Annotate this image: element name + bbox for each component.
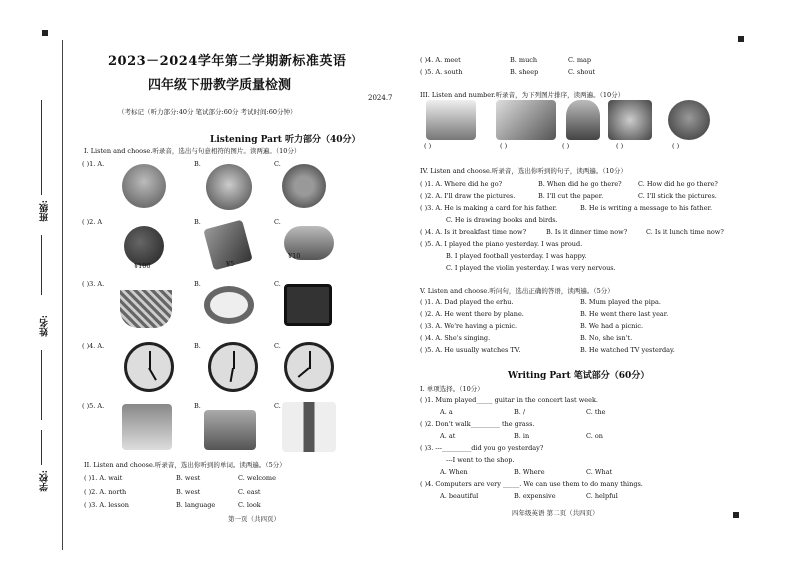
listening-sec2-header: II. Listen and choose.听录音，选出你听到的单词。读两遍。（5分） [84,461,286,469]
sec4-q5-c: C. I played the violin yesterday. I was very nervous. [446,264,616,272]
q3-b-picture [204,286,254,324]
q5-c-picture [282,402,336,452]
q5-b-picture [204,410,256,450]
q3-b: B. [194,280,201,288]
right-page [416,0,736,561]
l2-q2-c: C. east [238,488,261,496]
l2-q1-b: B. west [176,474,201,482]
sec5-q3-b: B. We had a picnic. [580,322,644,330]
l2-q5-a: ( )5. A. south [420,68,463,76]
sec4-q2-c: C. I'll stick the pictures. [638,192,717,200]
q4-b: B. [194,342,201,350]
w-q2: ( )2. Don't walk_________ the grass. [420,420,535,428]
w-q2-b: B. in [514,432,530,440]
w-q1-b: B. / [514,408,526,416]
q4-number: ( )4. A. [82,342,105,350]
sec4-q1-a: ( )1. A. Where did he go? [420,180,503,188]
q1-a-picture [122,164,166,208]
l2-q2-b: B. west [176,488,201,496]
l2-q3-b: B. language [176,501,216,509]
name-label: 姓名: [40,315,50,337]
sec5-q3-a: ( )3. A. We're having a picnic. [420,322,518,330]
w-q2-a: A. at [440,432,456,440]
sec4-q1-c: C. How did he go there? [638,180,718,188]
binding-line [62,40,63,550]
w-q1-a: A. a [440,408,453,416]
q2-number: ( )2. A [82,218,103,226]
exam-title-line2: 四年级下册教学质量检测 [148,78,292,93]
right-page-footer: 四年级英语 第二页（共四页） [512,509,599,517]
sec4-q5-b: B. I played football yesterday. I was happy. [446,252,587,260]
q5-number: ( )5. A. [82,402,105,410]
sec5-q4-a: ( )4. A. She's singing. [420,334,491,342]
q3-c-picture [284,284,332,326]
w-q3-a: A. When [440,468,468,476]
sec3-picture-2 [496,100,556,140]
class-line [41,100,42,195]
sec5-q1-b: B. Mum played the pipa. [580,298,661,306]
sec4-q4-b: B. Is it dinner time now? [546,228,628,236]
exam-title-line1: 2023－2024学年第二学期新标准英语 [108,54,347,69]
sec3-bracket-2: ( ) [500,142,508,150]
corner-mark-top-left [42,30,48,36]
school-label: 学校: [40,470,50,492]
q2-b-price: ¥5 [226,260,235,268]
sec3-picture-1 [426,100,476,140]
q4-a-clock [124,342,174,392]
w-q3-b: B. Where [514,468,545,476]
sec4-q3-a: ( )3. A. He is making a card for his father. [420,204,558,212]
l2-q3-c: C. look [238,501,261,509]
q3-c: C. [274,280,281,288]
q4-c-clock [284,342,334,392]
sec3-header: III. Listen and number.听录音，为下列图片排序，读两遍。（10分） [420,91,625,99]
q1-c-picture [282,164,326,208]
q3-number: ( )3. A. [82,280,105,288]
l2-q5-c: C. shout [568,68,596,76]
w-q2-c: C. on [586,432,603,440]
q1-c: C. [274,160,281,168]
class-label: 班级: [40,200,50,222]
sec3-picture-5 [668,100,710,140]
writing-part-title: Writing Part 笔试部分（60分） [508,371,650,381]
school-line [41,430,42,465]
q4-b-clock [208,342,258,392]
sec4-q1-b: B. When did he go there? [538,180,622,188]
q1-b-picture [206,164,252,210]
q2-b: B. [194,218,201,226]
listening-sec1-header: I. Listen and choose.听录音，选出与句意相符的图片。读两遍。（10分） [84,147,301,155]
class-line-lower [41,235,42,295]
w-q1-c: C. the [586,408,606,416]
sec5-q1-a: ( )1. A. Dad played the erhu. [420,298,514,306]
sec4-header: IV. Listen and choose.听录音，选出你听到的句子，读两遍。（10分） [420,167,627,175]
q2-c-price: ¥10 [288,252,301,260]
q3-a-picture [120,290,172,328]
l2-q1-a: ( )1. A. wait [84,474,123,482]
q2-a-picture [124,226,164,266]
sec4-q5-a: ( )5. A. I played the piano yesterday. I was proud. [420,240,583,248]
l2-q4-c: C. map [568,56,592,64]
sec3-bracket-3: ( ) [562,142,570,150]
q1-b: B. [194,160,201,168]
left-page [78,0,400,561]
sec4-q3-b: B. He is writing a message to his father. [580,204,713,212]
sec3-bracket-4: ( ) [616,142,624,150]
sec3-bracket-1: ( ) [424,142,432,150]
w-q3-c: C. What [586,468,613,476]
sec4-q4-a: ( )4. A. Is it breakfast time now? [420,228,527,236]
q4-c: C. [274,342,281,350]
q2-a-price: ¥100 [134,262,151,270]
sec4-q3-c: C. He is drawing books and birds. [446,216,558,224]
q5-b: B. [194,402,201,410]
q5-c: C. [274,402,281,410]
w-q4-c: C. helpful [586,492,618,500]
sec3-bracket-5: ( ) [672,142,680,150]
q1-number: ( )1. A. [82,160,105,168]
sec4-q4-c: C. Is it lunch time now? [646,228,724,236]
sec5-header: V. Listen and choose.听问句，选出正确的答语，读两遍。（5分） [420,287,614,295]
w-q4: ( )4. Computers are very _____. We can use them to do many things. [420,480,643,488]
l2-q3-a: ( )3. A. lesson [84,501,129,509]
w-q1: ( )1. Mum played_____ guitar in the concert last week. [420,396,598,404]
sec5-q4-b: B. No, she isn't. [580,334,633,342]
corner-mark-top-right [738,36,744,42]
sec5-q2-b: B. He went there last year. [580,310,669,318]
q5-a-picture [122,404,172,450]
w-q4-b: B. expensive [514,492,556,500]
w-q4-a: A. beautiful [440,492,479,500]
sec4-q2-a: ( )2. A. I'll draw the pictures. [420,192,516,200]
name-line [41,350,42,420]
l2-q4-a: ( )4. A. meet [420,56,461,64]
l2-q1-c: C. welcome [238,474,276,482]
sec3-picture-3 [566,100,600,140]
exam-info: （考标记（听力部分:40分 笔试部分:60分 考试时间:60分钟） [118,108,297,116]
sec5-q2-a: ( )2. A. He went there by plane. [420,310,524,318]
sec3-picture-4 [608,100,652,140]
w-q3-sub: ---I went to the shop. [446,456,515,464]
sec4-q2-b: B. I'll cut the paper. [538,192,604,200]
l2-q2-a: ( )2. A. north [84,488,127,496]
left-page-footer: 第一页（共四页） [228,515,280,523]
sec5-q5-a: ( )5. A. He usually watches TV. [420,346,521,354]
q2-c: C. [274,218,281,226]
exam-date: 2024.7 [368,94,393,102]
writing-sec1-header: I. 单项选择。（10分） [420,385,484,393]
w-q3: ( )3. ---_________did you go yesterday? [420,444,544,452]
l2-q4-b: B. much [510,56,538,64]
listening-part-title: Listening Part 听力部分（40分） [210,135,361,145]
l2-q5-b: B. sheep [510,68,539,76]
sec5-q5-b: B. He watched TV yesterday. [580,346,675,354]
